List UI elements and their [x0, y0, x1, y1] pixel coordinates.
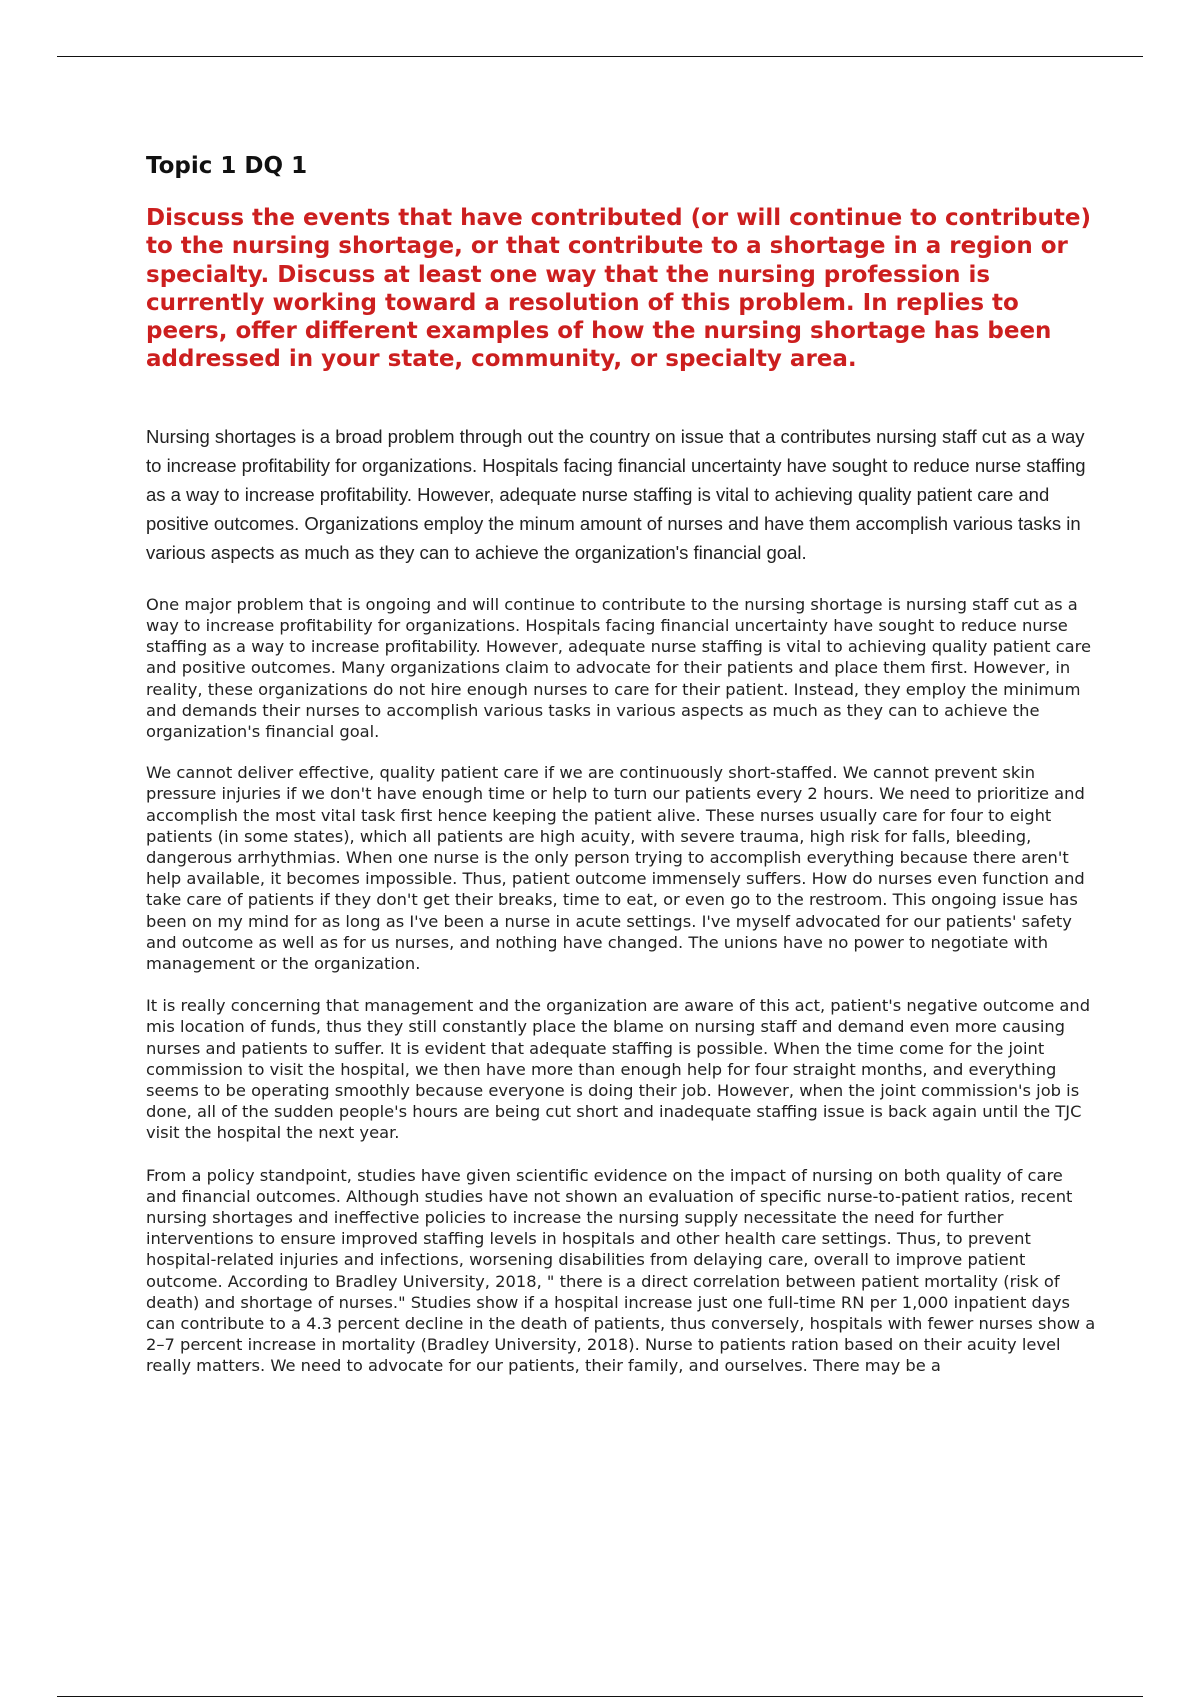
body-paragraph-1: One major problem that is ongoing and will continue to contribute to the nursing shortage is nursing staff cut as a way to increase profitability for organizations. Hospitals facing financial uncertainty have sought to reduce nurse staffing as a way to increase profitability. However, adequate nurse staffing is vital to achieving quality patient care and positive outcomes. Many organizations claim to advocate for their patients and place them first. However, in reality, these organizations do not hire enough nurses to care for their patient. Instead, they employ the minimum and demands their nurses to accomplish various tasks in various aspects as much as they can to achieve the organization's financial goal. — [146, 594, 1091, 741]
intro-paragraph: Nursing shortages is a broad problem through out the country on issue that a contributes nursing staff cut as a way to increase profitability for organizations. Hospitals facing financial uncertainty have sought to reduce nurse staffing as a way to increase profitability. However, adequate nurse staffing is vital to achieving quality patient care and positive outcomes. Organizations employ the minum amount of nurses and have them accomplish various tasks in various aspects as much as they can to achieve the organization's financial goal. — [146, 425, 1086, 563]
bottom-rule — [57, 1696, 1143, 1697]
top-rule — [57, 56, 1143, 57]
body-paragraph-2: We cannot deliver effective, quality patient care if we are continuously short-staffed. We cannot prevent skin pressure injuries if we don't have enough time or help to turn our patients every 2 hours. We need to prioritize and accomplish the most vital task first hence keeping the patient alive. These nurses usually care for four to eight patients (in some states), which all patients are high acuity, with severe trauma, high risk for falls, bleeding, dangerous arrhythmias. When one nurse is the only person trying to accomplish everything because there aren't help available, it becomes impossible. Thus, patient outcome immensely suffers. How do nurses even function and take care of patients if they don't get their breaks, time to eat, or even go to the restroom. This ongoing issue has been on my mind for as long as I've been a nurse in acute settings. I've myself advocated for our patients' safety and outcome as well as for us nurses, and nothing have changed. The unions have no power to negotiate with management or the organization. — [146, 763, 1085, 974]
document-body — [146, 150, 1096, 1377]
body-paragraph-4: From a policy standpoint, studies have given scientific evidence on the impact of nursing on both quality of care and financial outcomes. Although studies have not shown an evaluation of specific nurse-to-patient ratios, recent nursing shortages and ineffective policies to increase the nursing supply necessitate the need for further interventions to ensure improved staffing levels in hospitals and other health care settings. Thus, to prevent hospital-related injuries and infections, worsening disabilities from delaying care, overall to improve patient outcome. According to Bradley University, 2018, " there is a direct correlation between patient mortality (risk of death) and shortage of nurses." Studies show if a hospital increase just one full-time RN per 1,000 inpatient days can contribute to a 4.3 percent decline in the death of patients, thus conversely, hospitals with fewer nurses show a 2–7 percent increase in mortality (Bradley University, 2018). Nurse to patients ration based on their acuity level really matters. We need to advocate for our patients, their family, and ourselves. There may be a — [146, 1165, 1096, 1376]
body-paragraph-3: It is really concerning that management and the organization are aware of this act, patient's negative outcome and mis location of funds, thus they still constantly place the blame on nursing staff and demand even more causing nurses and patients to suffer. It is evident that adequate staffing is possible. When the time come for the joint commission to visit the hospital, we then have more than enough help for four straight months, and everything seems to be operating smoothly because everyone is doing their job. However, when the joint commission's job is done, all of the sudden people's hours are being cut short and inadequate staffing issue is back again until the TJC visit the hospital the next year. — [146, 996, 1091, 1143]
page-title: Topic 1 DQ 1 — [146, 153, 308, 179]
discussion-prompt: Discuss the events that have contributed (or will continue to contribute) to the nursing shortage, or that contribute to a shortage in a region or specialty. Discuss at least one way that the nursing profession is currently working toward a resolution of this problem. In replies to peers, offer different examples of how the nursing shortage has been addressed in your state, community, or specialty area. — [146, 205, 1091, 373]
